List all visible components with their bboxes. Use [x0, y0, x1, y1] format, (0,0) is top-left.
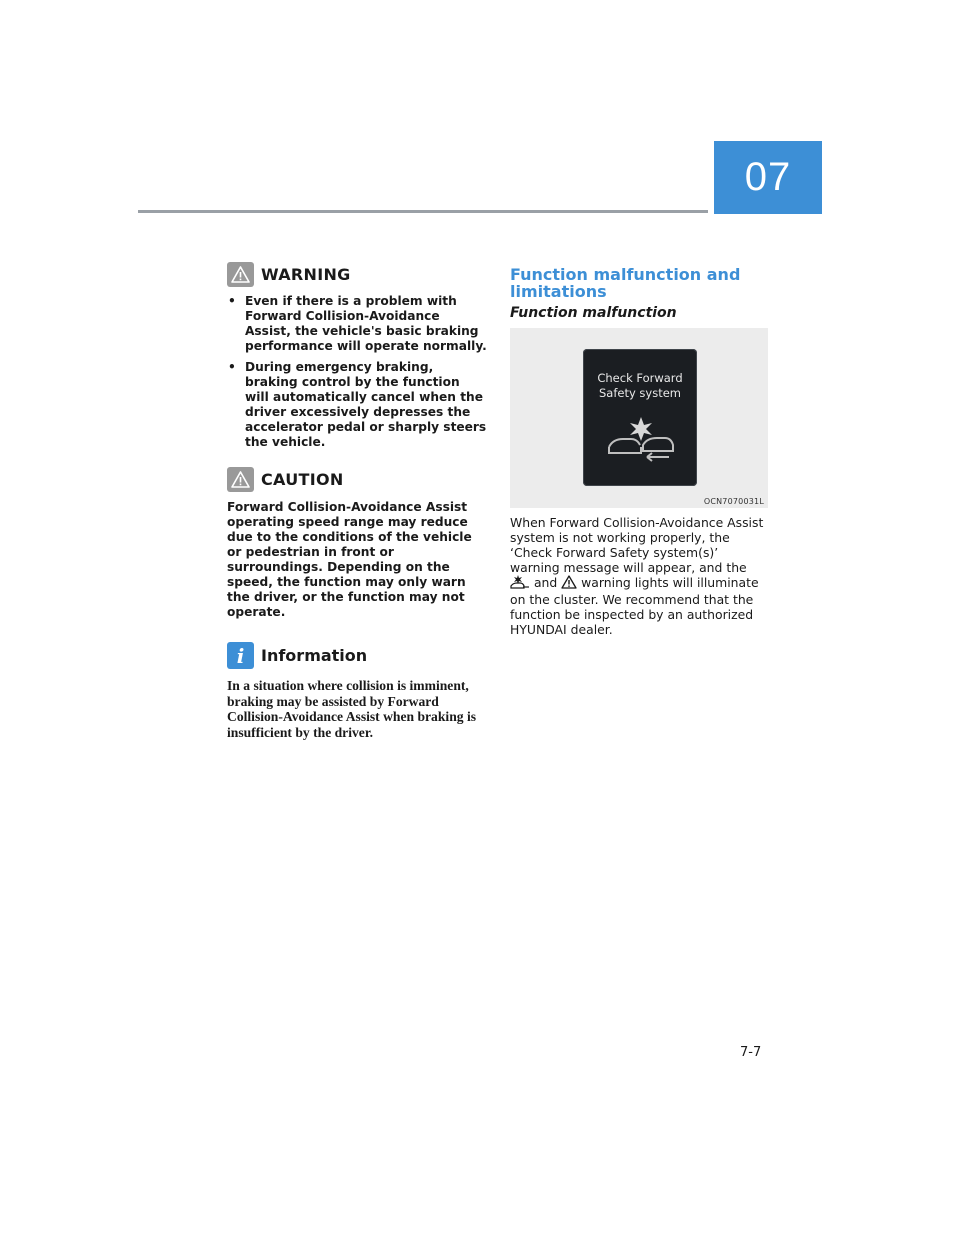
- caution-block: [227, 467, 487, 620]
- forward-safety-warning-icon: [510, 575, 530, 592]
- cluster-message: [583, 371, 697, 401]
- cluster-message-line: Check Forward: [597, 371, 683, 385]
- warning-triangle-icon: [227, 262, 254, 287]
- warning-item: • Even if there is a problem with Forward Collision-Avoidance Assist, the vehicle's basic braking performance will operate normally.: [227, 294, 487, 354]
- header-rule: [138, 210, 708, 213]
- master-warning-icon: [561, 575, 577, 592]
- section-title: Function malfunction and limitations: [510, 265, 741, 301]
- caution-title: CAUTION: [261, 470, 344, 489]
- information-text: In a situation where collision is imminent, braking may be assisted by Forward Collision-Avoidance Assist when braking is insufficient by the driver.: [227, 678, 477, 740]
- warning-title: WARNING: [261, 265, 351, 284]
- right-column: [510, 266, 768, 649]
- information-block: [227, 642, 487, 740]
- warning-block: [227, 262, 487, 450]
- figure-code: OCN7070031L: [703, 497, 764, 506]
- information-title: Information: [261, 646, 368, 665]
- chapter-tab: [714, 141, 822, 214]
- chapter-number: 07: [744, 155, 792, 199]
- subsection-title: Function malfunction: [510, 305, 677, 321]
- forward-collision-icon: [603, 413, 677, 465]
- cluster-display: [583, 349, 697, 486]
- left-column: [227, 262, 487, 740]
- cluster-figure: [510, 328, 768, 508]
- caution-text: Forward Collision-Avoidance Assist operating speed range may reduce due to the conditions of the vehicle or pedestrian in front or surroundings. Depending on the speed, the function may only warn the driver, or the function may not operate.: [227, 500, 472, 619]
- cluster-message-line: Safety system: [598, 386, 682, 400]
- page-number: 7-7: [740, 1045, 762, 1060]
- warning-list: [227, 294, 487, 450]
- warning-item: • During emergency braking, braking control by the function will automatically cancel when the driver excessively depresses the accelerator pedal or sharply steers the vehicle.: [227, 360, 487, 450]
- malfunction-text-part1: When Forward Collision-Avoidance Assist system is not working properly, the ‘Check Forward Safety system(s)’ warning message will appear, and the: [510, 515, 764, 575]
- malfunction-text-part2: warning lights will illuminate on the cluster. We recommend that the function be inspected by an authorized HYUNDAI dealer.: [510, 575, 759, 637]
- information-icon: i: [227, 642, 254, 669]
- malfunction-text-and: and: [533, 575, 558, 590]
- malfunction-text: [510, 515, 768, 637]
- caution-triangle-icon: [227, 467, 254, 492]
